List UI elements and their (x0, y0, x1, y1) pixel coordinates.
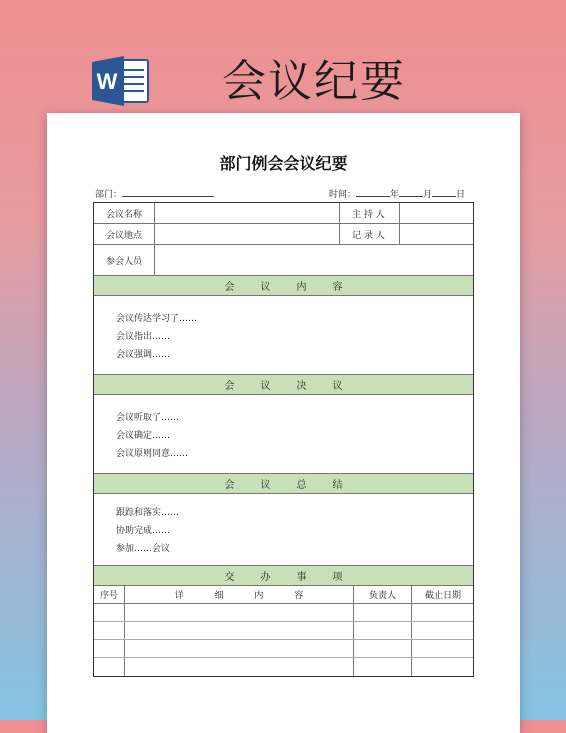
table-row[interactable] (94, 658, 473, 676)
meeting-location-row (94, 224, 473, 245)
meeting-name-row (94, 203, 473, 224)
host-label: 主 持 人 (352, 209, 385, 220)
meeting-name-value[interactable] (155, 203, 339, 223)
attendees-row (94, 245, 473, 276)
table-row[interactable] (94, 604, 473, 622)
attendees-value[interactable] (155, 245, 473, 275)
tasks-header-row (94, 586, 473, 604)
table-row[interactable] (94, 640, 473, 658)
host-value[interactable] (400, 203, 474, 223)
summary-line: 跟踪和落实…… (116, 508, 180, 518)
col-header-detail: 详 细 内 容 (174, 591, 318, 601)
recorder-label: 记 录 人 (352, 230, 385, 241)
banner-title: 会议纪要 (222, 56, 406, 107)
day-blank[interactable] (432, 187, 456, 197)
attendees-label: 参会人员 (106, 256, 143, 267)
section-header-summary: 会议总结 (94, 474, 473, 494)
resolution-line: 会议听取了…… (116, 413, 180, 423)
date-field (329, 187, 465, 200)
meeting-name-label: 会议名称 (106, 209, 143, 220)
section-body-summary[interactable] (94, 494, 473, 566)
month-blank[interactable] (399, 187, 423, 197)
content-line: 会议传达学习了…… (116, 314, 198, 324)
section-header-resolution: 会议决议 (94, 375, 473, 395)
content-line: 会议指出…… (116, 332, 171, 342)
day-unit: 日 (456, 190, 466, 200)
tasks-table (94, 586, 473, 676)
year-unit: 年 (390, 190, 400, 200)
resolution-line: 会议确定…… (116, 431, 171, 441)
document-page (47, 113, 520, 733)
summary-line: 协助完成…… (116, 526, 171, 536)
summary-line: 参加……会议 (116, 544, 171, 554)
department-label: 部门： (95, 190, 123, 200)
section-body-content[interactable] (94, 296, 473, 375)
section-header-content: 会议内容 (94, 276, 473, 296)
meeting-location-label: 会议地点 (106, 230, 143, 241)
section-body-resolution[interactable] (94, 395, 473, 474)
table-row[interactable] (94, 622, 473, 640)
content-line: 会议强调…… (116, 350, 171, 360)
year-blank[interactable] (356, 187, 390, 197)
col-header-owner: 负责人 (368, 591, 396, 601)
month-unit: 月 (423, 190, 433, 200)
department-blank[interactable] (122, 187, 214, 197)
department-field (95, 187, 214, 200)
meeting-form (93, 202, 474, 677)
recorder-value[interactable] (400, 224, 474, 244)
time-label: 时间： (329, 190, 357, 200)
document-title: 部门例会会议纪要 (219, 154, 348, 173)
col-header-no: 序号 (99, 591, 118, 601)
section-header-tasks: 交办事项 (94, 566, 473, 586)
svg-text:W: W (96, 69, 118, 94)
meeting-location-value[interactable] (155, 224, 339, 244)
resolution-line: 会议原则同意…… (116, 449, 189, 459)
word-icon (92, 54, 150, 108)
col-header-deadline: 截止日期 (424, 591, 461, 601)
